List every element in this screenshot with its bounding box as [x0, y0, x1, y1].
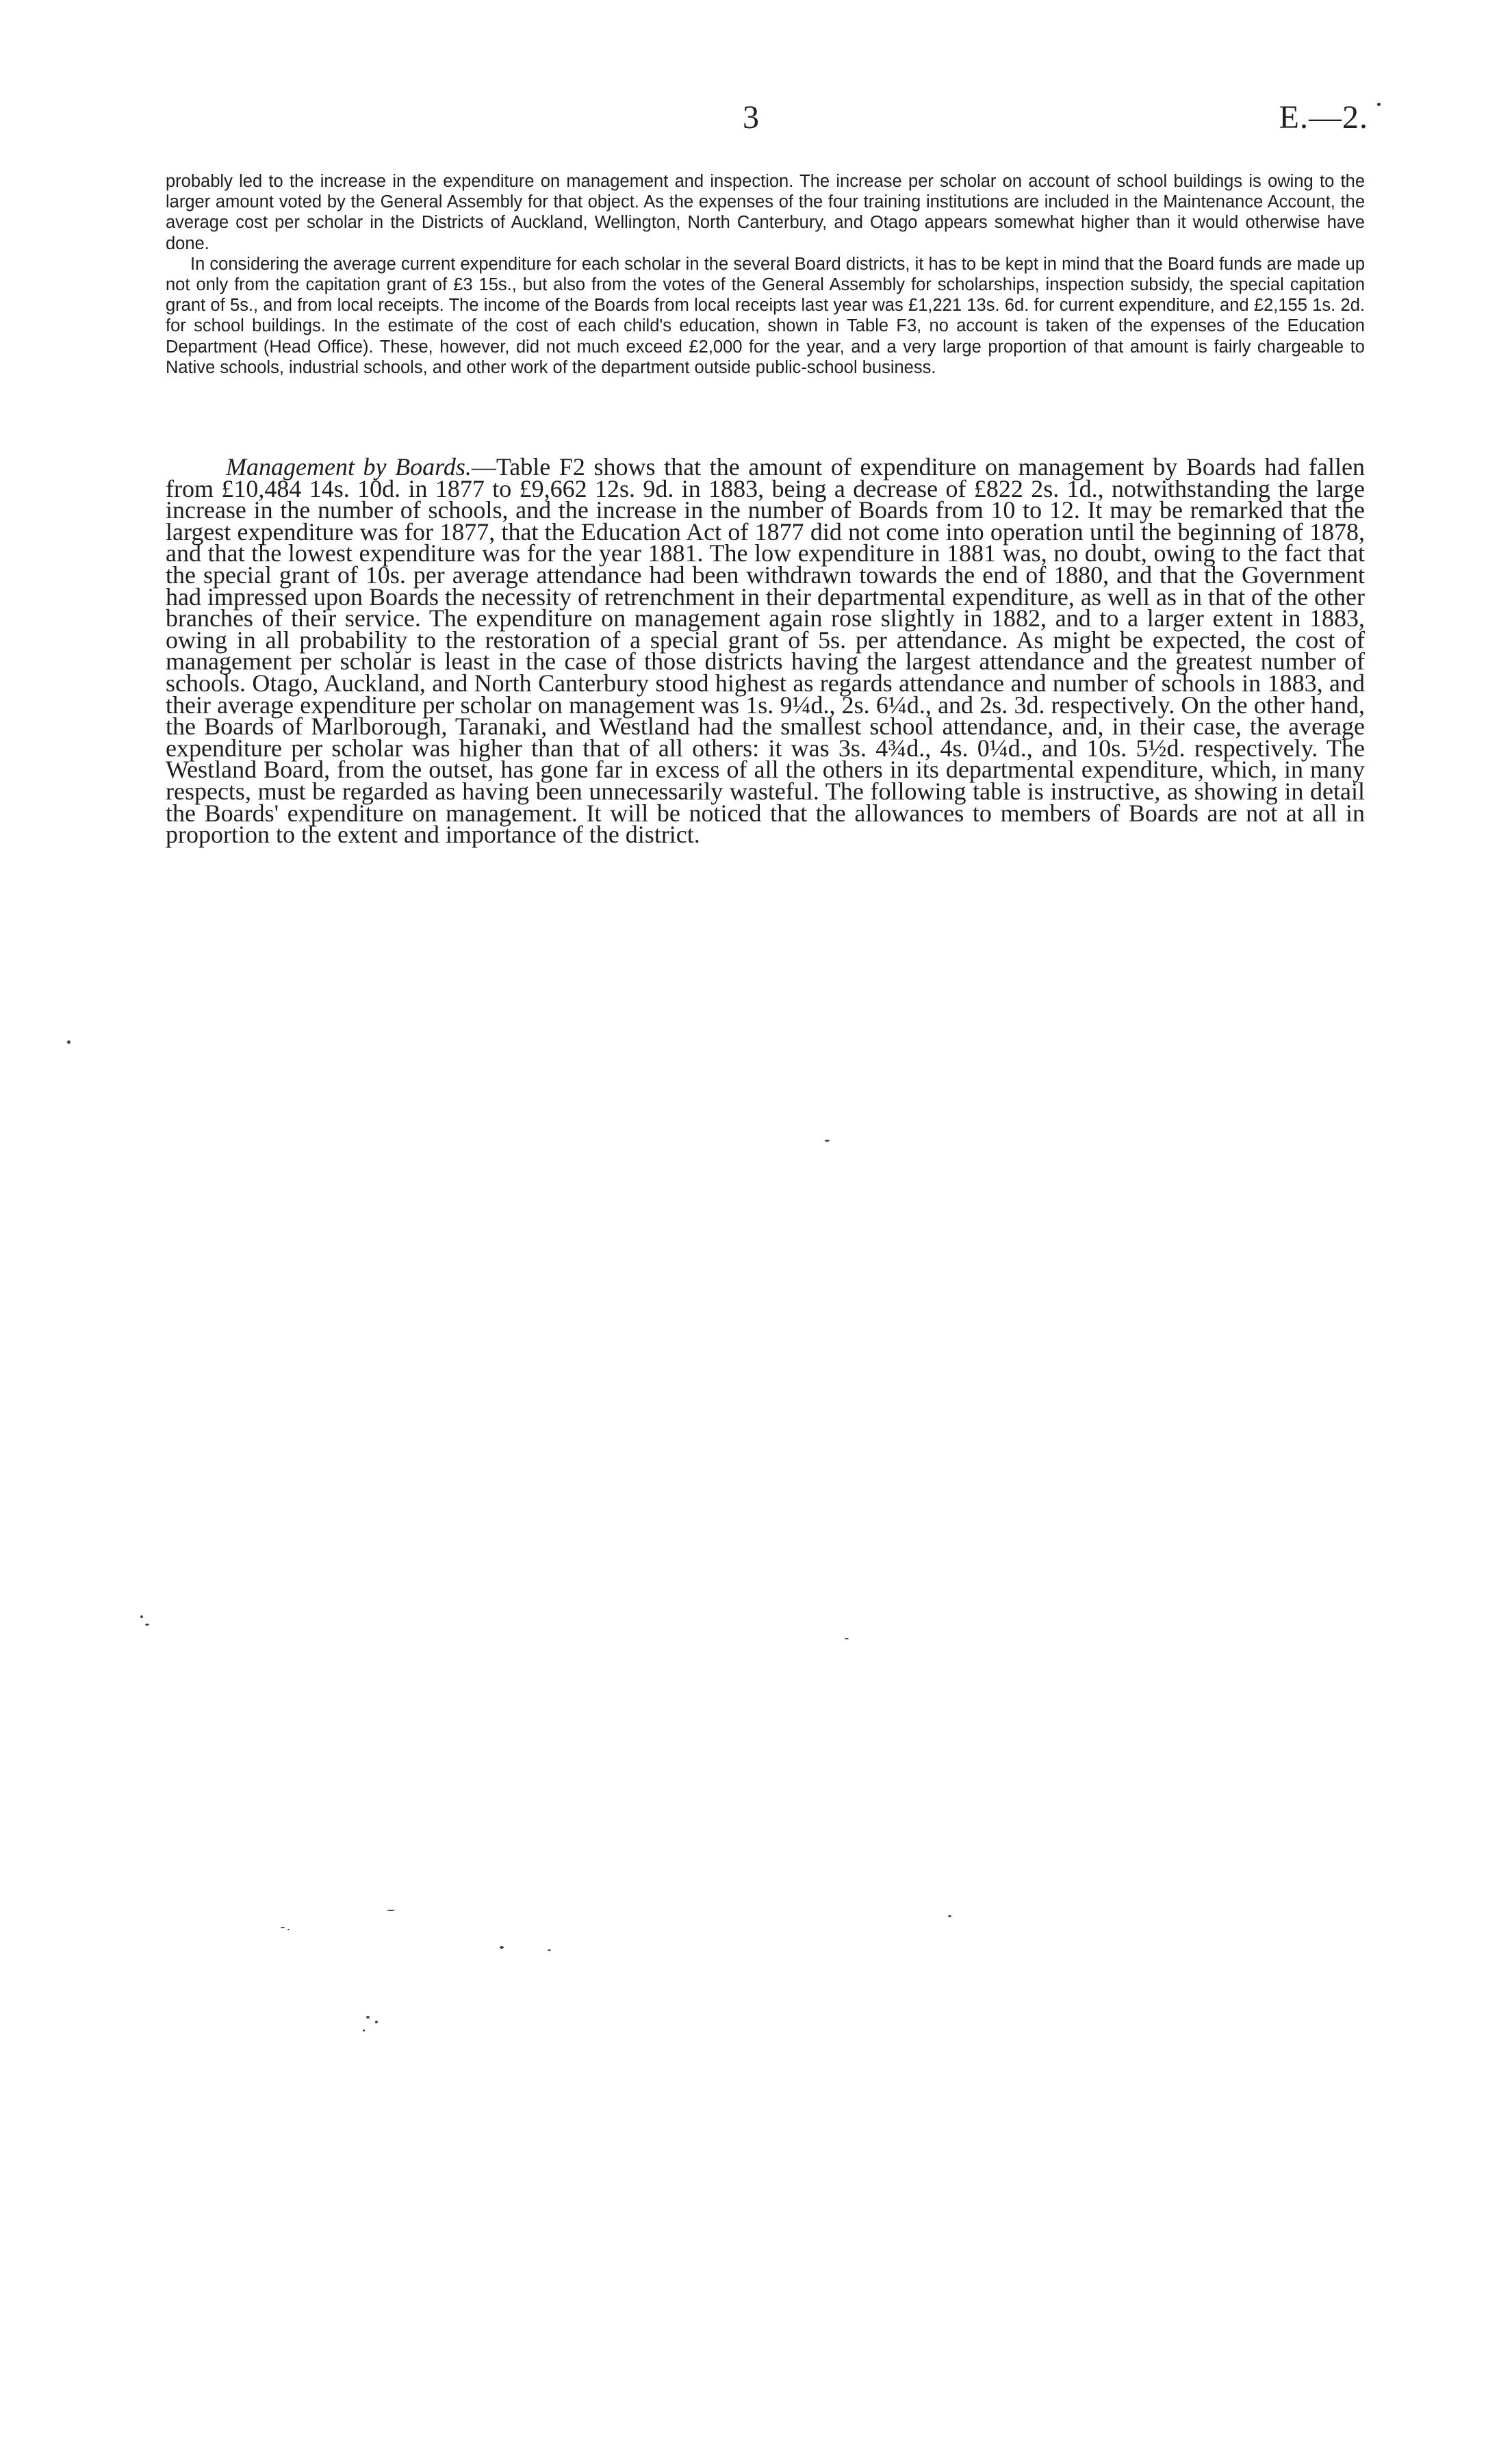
scan-speck [287, 1929, 290, 1930]
section-text: —Table F2 shows that the amount of expenditure on management by Boards had fallen from £10,484 14s. 10d. in 1877 to £9,662 12s. 9d. in 1883, being a decrease of £822 2s. 1d., notwithstanding the large increase in the number of schools, and the increase in the number of Boards from 10 to 12. It may be remarked that the largest expenditure was for 1877, that the Education Act of 1877 did not come into operation until the beginning of 1878, and that the lowest expenditure was for the year 1881. The low expenditure in 1881 was, no doubt, owing to the fact that the special grant of 10s. per average attendance had been withdrawn towards the end of 1880, and that the Government had impressed upon Boards the necessity of retrenchment in their departmental expenditure, as well as in that of the other branches of their service. The expenditure on management again rose slightly in 1882, and to a larger extent in 1883, owing in all probability to the restoration of a special grant of 5s. per attendance. As might be expected, the cost of management per scholar is least in the case of those districts having the largest attendance and the greatest number of schools. Otago, Auckland, and North Canterbury stood highest as regards attendance and number of schools in 1883, and their average expenditure per scholar on management was 1s. 9¼d., 2s. 6¼d., and 2s. 3d. respectively. On the other hand, the Boards of Marlborough, Taranaki, and Westland had the smallest school attendance, and, in their case, the average expenditure per scholar was higher than that of all others: it was 3s. 4¾d., 4s. 0¼d., and 10s. 5½d. respectively. The Westland Board, from the outset, has gone far in excess of all the others in its departmental expenditure, which, in many respects, must be regarded as having been unnecessarily wasteful. The following table is instructive, as showing in detail the Boards' expenditure on management. It will be noticed that the allowances to members of Boards are not at all in proportion to the extent and importance of the district. [166, 453, 1365, 849]
scan-speck [67, 1040, 71, 1044]
scan-speck [363, 2030, 365, 2032]
document-reference: E.—2. [1279, 99, 1368, 136]
scan-speck [145, 1624, 149, 1626]
page-number: 3 [743, 99, 759, 136]
management-paragraph [166, 453, 1365, 849]
scan-speck [366, 2016, 370, 2019]
scan-speck [375, 2021, 378, 2023]
scan-speck [500, 1946, 504, 1949]
management-section [166, 453, 1365, 849]
scan-speck [845, 1638, 849, 1639]
small-print-section [166, 171, 1365, 378]
scan-speck [948, 1915, 951, 1917]
reference-mark [1377, 103, 1381, 106]
scan-speck [387, 1910, 395, 1911]
scan-speck [548, 1949, 551, 1951]
scan-speck [140, 1615, 143, 1618]
small-paragraph-1: probably led to the increase in the expenditure on management and inspection. The increase per scholar on account of school buildings is owing to the larger amount voted by the General Assembly for that object. As the expenses of the four training institutions are included in the Maintenance Account, the average cost per scholar in the Districts of Auckland, Wellington, North Canterbury, and Otago appears somewhat higher than it would otherwise have done. [166, 172, 1365, 253]
section-heading: Management by Boards. [226, 453, 472, 481]
small-paragraph-2: In considering the average current expenditure for each scholar in the several Board districts, it has to be kept in mind that the Board funds are made up not only from the capitation grant of £3 15s., but also from the votes of the General Assembly for scholarships, inspection subsidy, the special capitation grant of 5s., and from local receipts. The income of the Boards from local receipts last year was £1,221 13s. 6d. for current expenditure, and £2,155 1s. 2d. for school buildings. In the estimate of the cost of each child's education, shown in Table F3, no account is taken of the expenses of the Education Department (Head Office). These, however, did not much exceed £2,000 for the year, and a very large proportion of that amount is fairly chargeable to Native schools, industrial schools, and other work of the department outside public-school business. [166, 254, 1365, 377]
scan-speck [281, 1927, 285, 1928]
scan-speck [825, 1140, 830, 1142]
